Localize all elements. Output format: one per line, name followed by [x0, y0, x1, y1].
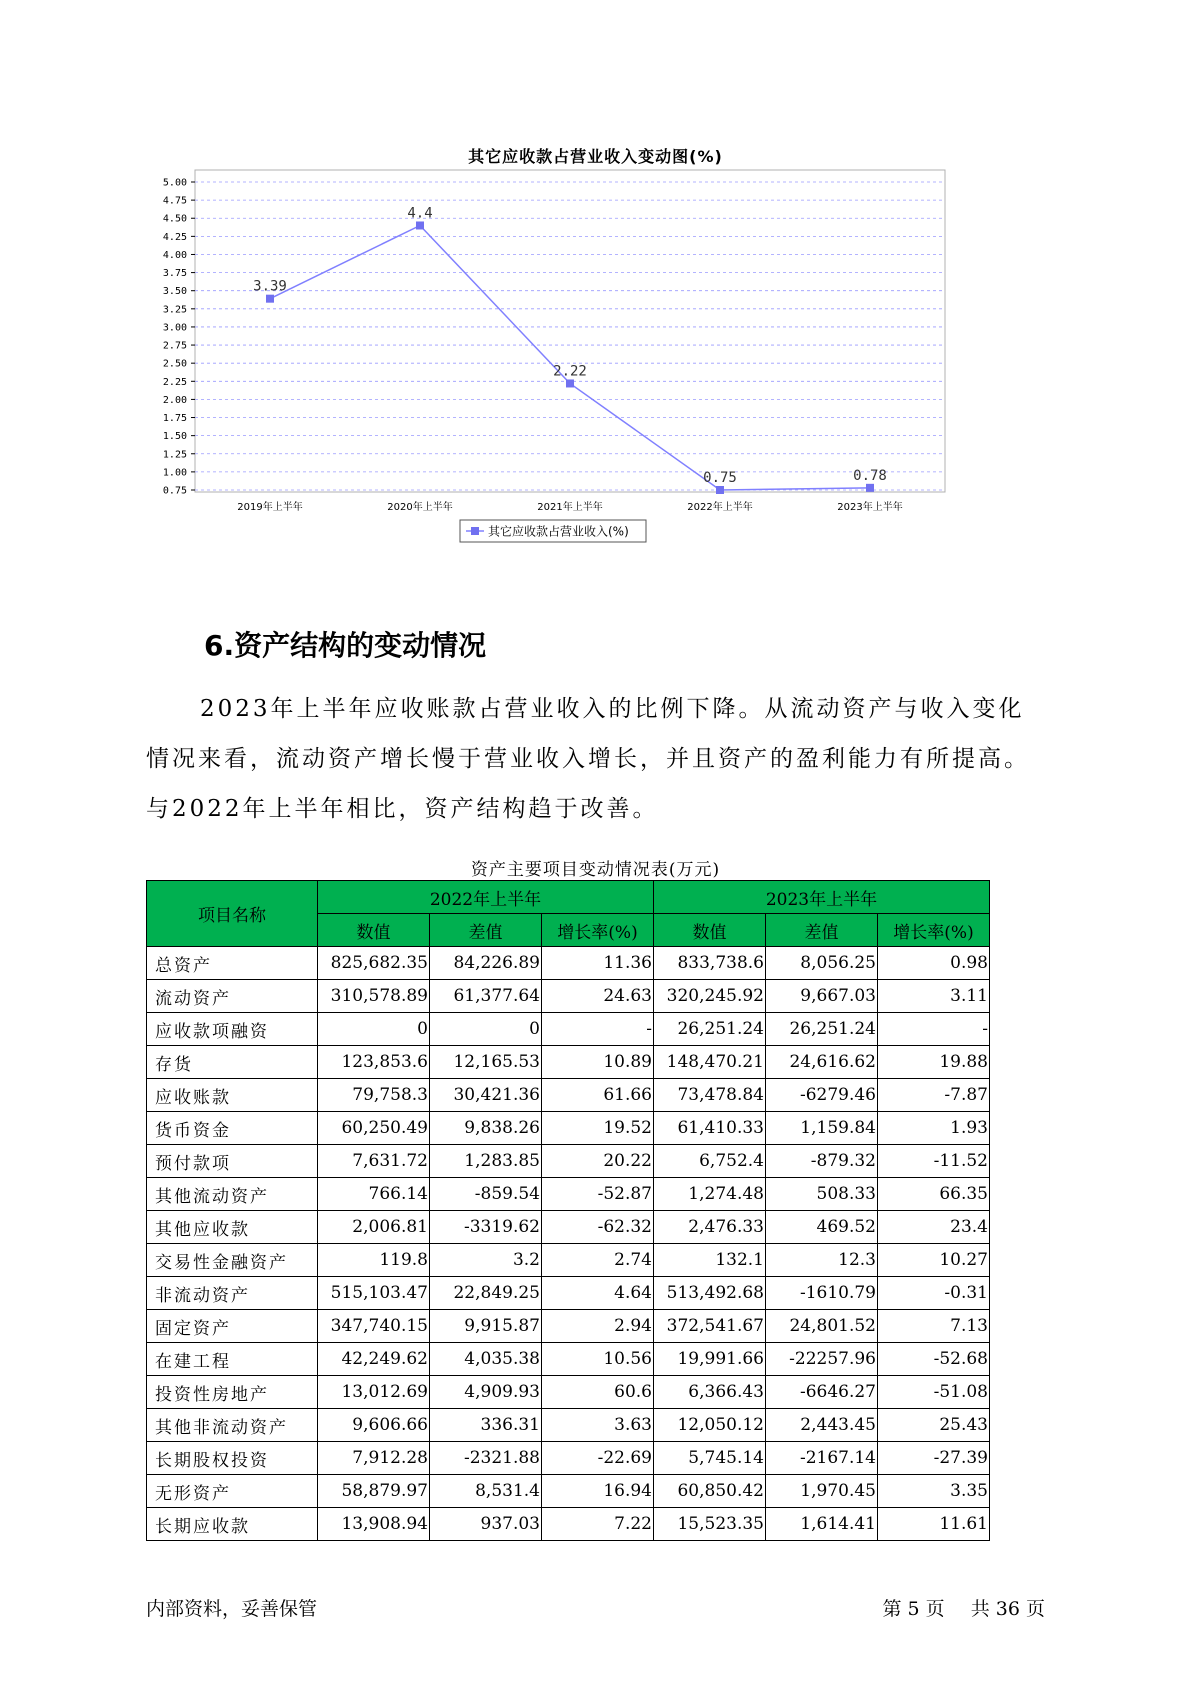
row-value-cell: 60,850.42 [654, 1475, 766, 1508]
row-value-cell: 4,909.93 [430, 1376, 542, 1409]
x-tick-label: 2020年上半年 [387, 502, 453, 513]
row-value-cell: 16.94 [542, 1475, 654, 1508]
asset-change-table [146, 880, 990, 1541]
row-item-name: 在建工程 [147, 1343, 318, 1376]
y-tick-label: 4.00 [162, 249, 187, 261]
row-value-cell: 24.63 [542, 980, 654, 1013]
row-value-cell: -52.87 [542, 1178, 654, 1211]
row-item-name: 其他非流动资产 [147, 1409, 318, 1442]
row-value-cell: 73,478.84 [654, 1079, 766, 1112]
row-value-cell: -62.32 [542, 1211, 654, 1244]
row-value-cell: 10.27 [878, 1244, 990, 1277]
row-value-cell: 19.88 [878, 1046, 990, 1079]
y-tick-label: 3.50 [162, 286, 187, 298]
row-value-cell: -1610.79 [766, 1277, 878, 1310]
row-value-cell: 7.22 [542, 1508, 654, 1541]
row-value-cell: 1,283.85 [430, 1145, 542, 1178]
row-value-cell: 7,631.72 [318, 1145, 430, 1178]
row-value-cell: 24,616.62 [766, 1046, 878, 1079]
header-growth-2022: 增长率(%) [542, 914, 654, 947]
row-value-cell: -6646.27 [766, 1376, 878, 1409]
row-value-cell: -879.32 [766, 1145, 878, 1178]
header-item-name: 项目名称 [147, 881, 318, 947]
y-tick-label: 4.25 [162, 231, 187, 243]
data-label: 2.22 [553, 363, 587, 380]
row-value-cell: 5,745.14 [654, 1442, 766, 1475]
row-value-cell: 23.4 [878, 1211, 990, 1244]
y-tick-label: 3.00 [162, 322, 187, 334]
row-value-cell: - [542, 1013, 654, 1046]
y-tick-label: 2.25 [162, 376, 187, 388]
row-value-cell: 13,908.94 [318, 1508, 430, 1541]
y-tick-label: 2.75 [162, 340, 187, 352]
row-value-cell: 11.61 [878, 1508, 990, 1541]
y-tick-label: 2.50 [162, 358, 187, 370]
row-value-cell: 0 [430, 1013, 542, 1046]
y-tick-label: 0.75 [162, 485, 187, 497]
row-value-cell: 372,541.67 [654, 1310, 766, 1343]
row-value-cell: 0.98 [878, 947, 990, 980]
row-value-cell: 22,849.25 [430, 1277, 542, 1310]
row-value-cell: 132.1 [654, 1244, 766, 1277]
table-row [147, 1046, 990, 1079]
header-2022: 2022年上半年 [318, 881, 654, 914]
row-value-cell: 9,606.66 [318, 1409, 430, 1442]
row-value-cell: 1,274.48 [654, 1178, 766, 1211]
header-diff-2022: 差值 [430, 914, 542, 947]
row-value-cell: 1,614.41 [766, 1508, 878, 1541]
row-value-cell: 61.66 [542, 1079, 654, 1112]
y-tick-label: 1.25 [162, 449, 187, 461]
table-row [147, 1079, 990, 1112]
row-value-cell: 19,991.66 [654, 1343, 766, 1376]
row-item-name: 流动资产 [147, 980, 318, 1013]
y-tick-label: 4.50 [162, 213, 187, 225]
data-label: 4.4 [407, 205, 433, 222]
row-item-name: 应收账款 [147, 1079, 318, 1112]
data-point [566, 379, 574, 387]
row-value-cell: 12,165.53 [430, 1046, 542, 1079]
row-value-cell: 42,249.62 [318, 1343, 430, 1376]
header-growth-2023: 增长率(%) [878, 914, 990, 947]
table-title: 资产主要项目变动情况表(万元) [470, 860, 721, 880]
row-value-cell: 84,226.89 [430, 947, 542, 980]
table-row [147, 1277, 990, 1310]
y-tick-label: 3.75 [162, 268, 187, 280]
row-item-name: 预付款项 [147, 1145, 318, 1178]
footer-page-number [879, 1594, 1045, 1621]
row-value-cell: 2,476.33 [654, 1211, 766, 1244]
table-row [147, 1244, 990, 1277]
row-item-name: 固定资产 [147, 1310, 318, 1343]
row-value-cell: - [878, 1013, 990, 1046]
row-value-cell: 79,758.3 [318, 1079, 430, 1112]
row-value-cell: -7.87 [878, 1079, 990, 1112]
section-heading: 6.资产结构的变动情况 [204, 629, 487, 662]
row-value-cell: 1.93 [878, 1112, 990, 1145]
row-value-cell: 13,012.69 [318, 1376, 430, 1409]
row-value-cell: -859.54 [430, 1178, 542, 1211]
row-value-cell: 766.14 [318, 1178, 430, 1211]
row-value-cell: 11.36 [542, 947, 654, 980]
row-value-cell: -51.08 [878, 1376, 990, 1409]
y-tick-label: 1.50 [162, 431, 187, 443]
row-value-cell: -2321.88 [430, 1442, 542, 1475]
row-value-cell: 469.52 [766, 1211, 878, 1244]
row-value-cell: 30,421.36 [430, 1079, 542, 1112]
row-value-cell: 19.52 [542, 1112, 654, 1145]
row-value-cell: 25.43 [878, 1409, 990, 1442]
row-value-cell: 515,103.47 [318, 1277, 430, 1310]
row-value-cell: 2,443.45 [766, 1409, 878, 1442]
row-item-name: 存货 [147, 1046, 318, 1079]
row-value-cell: 310,578.89 [318, 980, 430, 1013]
table-row [147, 1409, 990, 1442]
x-tick-label: 2023年上半年 [837, 502, 903, 513]
row-value-cell: 2.94 [542, 1310, 654, 1343]
x-tick-label: 2021年上半年 [537, 502, 603, 513]
table-row [147, 1112, 990, 1145]
row-value-cell: 10.56 [542, 1343, 654, 1376]
data-point [416, 221, 424, 229]
row-value-cell: 2,006.81 [318, 1211, 430, 1244]
row-value-cell: 26,251.24 [766, 1013, 878, 1046]
row-value-cell: 320,245.92 [654, 980, 766, 1013]
row-value-cell: 9,915.87 [430, 1310, 542, 1343]
row-item-name: 总资产 [147, 947, 318, 980]
row-value-cell: 12.3 [766, 1244, 878, 1277]
footer-total-label: 共 36 页 [970, 1598, 1045, 1620]
row-value-cell: 513,492.68 [654, 1277, 766, 1310]
row-item-name: 无形资产 [147, 1475, 318, 1508]
row-value-cell: 60.6 [542, 1376, 654, 1409]
row-value-cell: 7,912.28 [318, 1442, 430, 1475]
row-value-cell: -6279.46 [766, 1079, 878, 1112]
y-tick-label: 3.25 [162, 304, 187, 316]
row-value-cell: 61,377.64 [430, 980, 542, 1013]
y-tick-label: 2.00 [162, 394, 187, 406]
row-value-cell: -2167.14 [766, 1442, 878, 1475]
header-value-2022: 数值 [318, 914, 430, 947]
data-label: 0.78 [853, 467, 887, 484]
data-label: 0.75 [703, 470, 737, 486]
row-value-cell: 825,682.35 [318, 947, 430, 980]
line-chart [150, 168, 1030, 588]
row-item-name: 投资性房地产 [147, 1376, 318, 1409]
row-value-cell: -11.52 [878, 1145, 990, 1178]
row-value-cell: 3.2 [430, 1244, 542, 1277]
row-value-cell: 336.31 [430, 1409, 542, 1442]
row-value-cell: 1,970.45 [766, 1475, 878, 1508]
table-row [147, 1343, 990, 1376]
row-value-cell: 2.74 [542, 1244, 654, 1277]
table-row [147, 1310, 990, 1343]
x-tick-label: 2022年上半年 [687, 502, 753, 513]
table-row [147, 1475, 990, 1508]
header-diff-2023: 差值 [766, 914, 878, 947]
table-header-group-row [147, 881, 990, 914]
row-value-cell: 66.35 [878, 1178, 990, 1211]
row-value-cell: 119.8 [318, 1244, 430, 1277]
y-tick-label: 1.75 [162, 413, 187, 425]
table-row [147, 1211, 990, 1244]
chart-title: 其它应收款占营业收入变动图(%) [468, 147, 723, 166]
row-item-name: 应收款项融资 [147, 1013, 318, 1046]
table-row [147, 947, 990, 980]
row-value-cell: 26,251.24 [654, 1013, 766, 1046]
row-item-name: 交易性金融资产 [147, 1244, 318, 1277]
row-value-cell: 508.33 [766, 1178, 878, 1211]
row-value-cell: 3.35 [878, 1475, 990, 1508]
header-2023: 2023年上半年 [654, 881, 990, 914]
row-value-cell: -27.39 [878, 1442, 990, 1475]
series-line [270, 225, 870, 490]
row-item-name: 其他流动资产 [147, 1178, 318, 1211]
data-point [866, 484, 874, 492]
row-item-name: 其他应收款 [147, 1211, 318, 1244]
row-value-cell: -3319.62 [430, 1211, 542, 1244]
row-value-cell: 9,667.03 [766, 980, 878, 1013]
x-tick-label: 2019年上半年 [237, 502, 303, 513]
row-value-cell: -22257.96 [766, 1343, 878, 1376]
row-value-cell: 24,801.52 [766, 1310, 878, 1343]
row-value-cell: -0.31 [878, 1277, 990, 1310]
row-value-cell: -52.68 [878, 1343, 990, 1376]
table-row [147, 1145, 990, 1178]
row-value-cell: 6,752.4 [654, 1145, 766, 1178]
table-row [147, 1178, 990, 1211]
row-value-cell: 148,470.21 [654, 1046, 766, 1079]
row-value-cell: 4.64 [542, 1277, 654, 1310]
row-value-cell: -22.69 [542, 1442, 654, 1475]
row-value-cell: 0 [318, 1013, 430, 1046]
row-value-cell: 4,035.38 [430, 1343, 542, 1376]
table-row [147, 980, 990, 1013]
table-row [147, 1508, 990, 1541]
row-value-cell: 1,159.84 [766, 1112, 878, 1145]
row-value-cell: 9,838.26 [430, 1112, 542, 1145]
row-value-cell: 3.11 [878, 980, 990, 1013]
row-item-name: 货币资金 [147, 1112, 318, 1145]
footer-confidential-note: 内部资料，妥善保管 [146, 1598, 318, 1620]
row-value-cell: 61,410.33 [654, 1112, 766, 1145]
row-value-cell: 937.03 [430, 1508, 542, 1541]
header-value-2023: 数值 [654, 914, 766, 947]
row-item-name: 非流动资产 [147, 1277, 318, 1310]
table-row [147, 1376, 990, 1409]
row-value-cell: 833,738.6 [654, 947, 766, 980]
row-item-name: 长期应收款 [147, 1508, 318, 1541]
y-tick-label: 1.00 [162, 467, 187, 479]
row-value-cell: 7.13 [878, 1310, 990, 1343]
data-label: 3.39 [253, 278, 287, 295]
data-point [716, 486, 724, 494]
row-value-cell: 347,740.15 [318, 1310, 430, 1343]
row-value-cell: 58,879.97 [318, 1475, 430, 1508]
table-row [147, 1442, 990, 1475]
row-value-cell: 123,853.6 [318, 1046, 430, 1079]
row-value-cell: 8,056.25 [766, 947, 878, 980]
row-value-cell: 10.89 [542, 1046, 654, 1079]
row-value-cell: 6,366.43 [654, 1376, 766, 1409]
y-tick-label: 5.00 [162, 177, 187, 189]
body-paragraph: 2023年上半年应收账款占营业收入的比例下降。从流动资产与收入变化情况来看，流动资产增长慢于营业收入增长，并且资产的盈利能力有所提高。与2022年上半年相比，资产结构趋于改善。 [146, 696, 1030, 822]
row-value-cell: 15,523.35 [654, 1508, 766, 1541]
footer-page-label: 第 5 页 [882, 1598, 945, 1620]
y-tick-label: 4.75 [162, 195, 187, 207]
legend-label: 其它应收款占营业收入(%) [488, 524, 629, 539]
row-item-name: 长期股权投资 [147, 1442, 318, 1475]
row-value-cell: 60,250.49 [318, 1112, 430, 1145]
data-point [266, 295, 274, 303]
row-value-cell: 20.22 [542, 1145, 654, 1178]
table-row [147, 1013, 990, 1046]
row-value-cell: 8,531.4 [430, 1475, 542, 1508]
row-value-cell: 3.63 [542, 1409, 654, 1442]
row-value-cell: 12,050.12 [654, 1409, 766, 1442]
legend-marker [471, 527, 479, 535]
